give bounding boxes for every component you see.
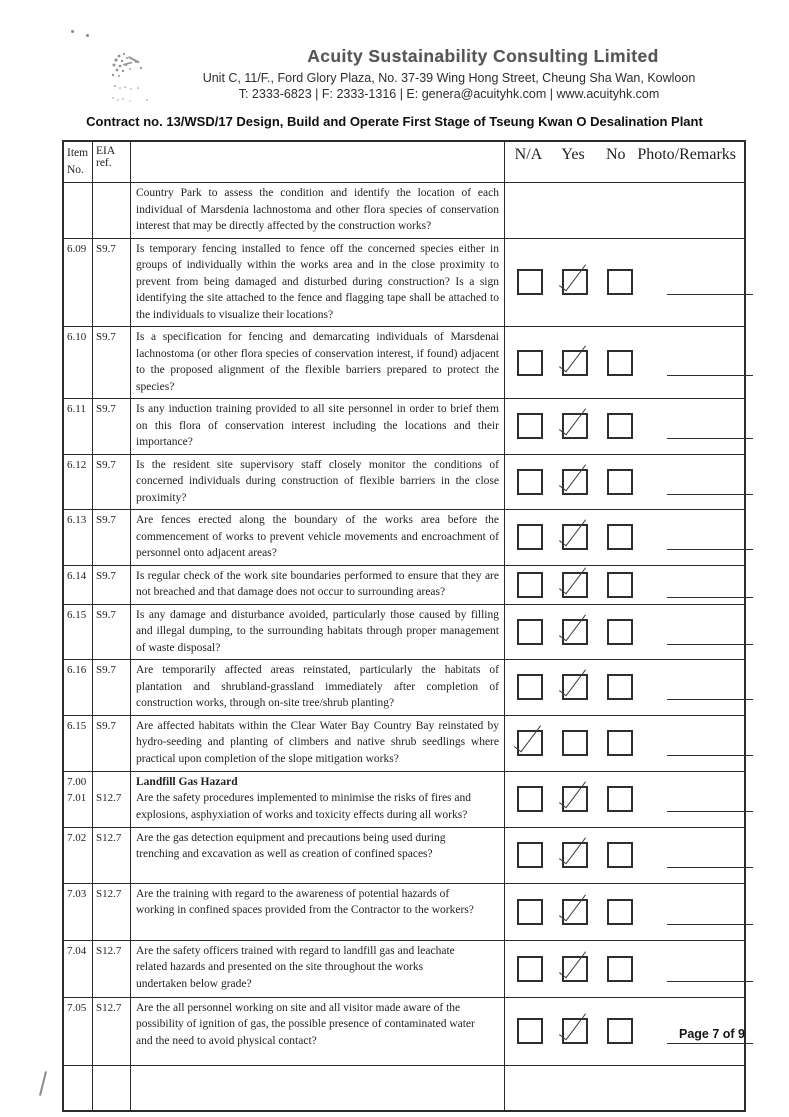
yes-checkbox [562, 619, 588, 645]
eia-ref-cell: S9.7 [93, 327, 131, 398]
checkbox-group [505, 619, 753, 645]
yes-checkbox [562, 413, 588, 439]
remarks-line [667, 375, 753, 376]
item-no-cell: 6.11 [64, 399, 93, 454]
question-text: Is any damage and disturbance avoided, particularly those caused by filling and illegal dumping, to the surrounding habitats through proper management of waste disposal? [136, 608, 499, 654]
no-checkbox [607, 899, 633, 925]
no-checkbox [607, 269, 633, 295]
question-cell [131, 605, 505, 660]
remarks-line [667, 438, 753, 439]
item-no-cell: 6.14 [64, 566, 93, 604]
item-no-cell: 7.03 [64, 884, 93, 940]
question-cell [131, 183, 505, 238]
remarks-line [667, 867, 753, 868]
eia-ref-cell: S12.7 [93, 998, 131, 1065]
checkbox-group [505, 786, 753, 812]
company-name: Acuity Sustainability Consulting Limited [307, 46, 659, 66]
question-cell [131, 660, 505, 715]
item-no-cell [64, 183, 93, 238]
item-no-cell: 6.16 [64, 660, 93, 715]
question-cell [131, 566, 505, 604]
checkbox-group [505, 842, 753, 868]
question-cell [131, 510, 505, 565]
checkbox-group [505, 269, 753, 295]
item-no-cell: 6.12 [64, 455, 93, 510]
yes-checkbox [562, 674, 588, 700]
table-row [64, 182, 744, 238]
checkbox-group [505, 469, 753, 495]
yes-checkbox [562, 842, 588, 868]
item-no-cell: 6.13 [64, 510, 93, 565]
remarks-line [667, 644, 753, 645]
eia-ref-cell: S9.7 [93, 399, 131, 454]
yes-checkbox [562, 572, 588, 598]
na-checkbox [517, 413, 543, 439]
na-checkbox [517, 350, 543, 376]
no-checkbox [607, 842, 633, 868]
answer-column-headers [505, 142, 744, 182]
table-row-empty [64, 1065, 744, 1110]
table-row [64, 604, 744, 660]
question-cell [131, 239, 505, 327]
eia-ref-cell: S12.7 [93, 884, 131, 940]
remarks-line [667, 294, 753, 295]
yes-checkbox [562, 899, 588, 925]
question-cell [131, 998, 505, 1065]
na-column-header: N/A [514, 146, 543, 163]
remarks-line [667, 811, 753, 812]
table-row [64, 238, 744, 327]
question-text: Are temporarily affected areas reinstated, particularly the habitats of plantation and shrubland-grassland immediately after completion of construction works, through on-site tree/shrub planting? [136, 664, 499, 709]
no-checkbox [607, 1018, 633, 1044]
eia-ref-cell [93, 183, 131, 238]
letterhead [118, 46, 780, 101]
question-text: Is regular check of the work site boundaries performed to ensure that they are not breached and that damage does not occur to surrounding areas? [136, 569, 499, 598]
answer-cell [505, 327, 744, 398]
item-no-cell [64, 1066, 93, 1110]
item-no-cell: 7.00 7.01 [64, 772, 93, 827]
checkbox-group [505, 730, 753, 756]
answer-cell [505, 828, 744, 883]
question-text: Is a specification for fencing and demarcating individuals of Marsdenai lachnostoma (or other flora species of conservation interest, if found) adjacent to the proposed alignment of the flexible barriers prepared to protect the species? [136, 331, 499, 393]
na-checkbox [517, 619, 543, 645]
table-row [64, 659, 744, 715]
no-checkbox [607, 350, 633, 376]
table-row [64, 715, 744, 771]
table-row [64, 454, 744, 510]
na-checkbox [517, 572, 543, 598]
question-text: Are the gas detection equipment and precautions being used during trenching and excavation as well as creation of confined spaces? [136, 831, 446, 860]
question-cell [131, 327, 505, 398]
remarks-line [667, 981, 753, 982]
table-row [64, 771, 744, 827]
yes-checkbox [562, 469, 588, 495]
yes-checkbox [562, 956, 588, 982]
table-row [64, 827, 744, 883]
question-text: Country Park to assess the condition and identify the location of each individual of Marsdenia lachnostoma and other flora species of conservation interest that may be directly affected by the construction works? [136, 187, 499, 232]
eia-ref-cell: S12.7 [93, 941, 131, 997]
table-row [64, 326, 744, 398]
item-no-cell: 7.02 [64, 828, 93, 883]
eia-ref-cell: S12.7 [93, 828, 131, 883]
eia-ref-cell: S9.7 [93, 566, 131, 604]
answer-cell [505, 239, 744, 327]
answer-cell [505, 716, 744, 771]
checkbox-group [505, 956, 753, 982]
no-checkbox [607, 413, 633, 439]
item-no-cell: 6.15 [64, 716, 93, 771]
section-heading: Landfill Gas Hazard [136, 775, 238, 788]
no-checkbox [607, 674, 633, 700]
question-text: Are the training with regard to the awareness of potential hazards of working in confined spaces provided from the Contractor to the workers? [136, 887, 474, 916]
remarks-line [667, 494, 753, 495]
eia-ref-cell [93, 1066, 131, 1110]
question-text: Is the resident site supervisory staff closely monitor the conditions of concerned individuals during construction of flexible barriers in the close proximity? [136, 458, 499, 504]
scan-speck-artifact [86, 34, 89, 37]
checkbox-group [505, 899, 753, 925]
remarks-line [667, 755, 753, 756]
eia-ref-cell: S9.7 [93, 660, 131, 715]
no-column-header: No [605, 146, 626, 163]
table-row [64, 997, 744, 1065]
na-checkbox [517, 842, 543, 868]
table-row [64, 565, 744, 604]
company-contact-line: T: 2333-6823 | F: 2333-1316 | E: genera@acuityhk.com | www.acuityhk.com [238, 87, 660, 101]
yes-checkbox [562, 524, 588, 550]
scan-speck-artifact [71, 30, 74, 33]
answer-cell [505, 455, 744, 510]
remarks-line [667, 597, 753, 598]
answer-cell [505, 772, 744, 827]
question-cell [131, 1066, 505, 1110]
question-cell [131, 884, 505, 940]
item-no-cell: 6.10 [64, 327, 93, 398]
na-checkbox [517, 899, 543, 925]
eia-ref-cell: S9.7 [93, 510, 131, 565]
scan-slash-artifact [39, 1071, 47, 1096]
question-cell [131, 941, 505, 997]
na-checkbox [517, 469, 543, 495]
no-checkbox [607, 619, 633, 645]
no-checkbox [607, 469, 633, 495]
remarks-line [667, 699, 753, 700]
question-text: Is any induction training provided to all site personnel in order to brief them on this flora of conservation interest including the locations and their importance? [136, 403, 499, 448]
question-cell [131, 828, 505, 883]
question-column-header [131, 142, 505, 182]
answer-cell [505, 884, 744, 940]
na-checkbox [517, 269, 543, 295]
checkbox-group [505, 350, 753, 376]
eia-ref-cell: S12.7 [93, 772, 131, 827]
remarks-line [667, 1043, 753, 1044]
no-checkbox [607, 786, 633, 812]
question-cell [131, 399, 505, 454]
eia-ref-cell: S9.7 [93, 455, 131, 510]
table-header-row [64, 142, 744, 182]
question-text: Is temporary fencing installed to fence off the concerned species either in groups of individually within the works area and in the close proximity to prevent from being damaged and disturbed during construction? Is a sign identifying the site attached to the fence and flagging tape shall be attached to the individuals to visualize their locations? [136, 242, 499, 321]
no-checkbox [607, 730, 633, 756]
na-checkbox [517, 1018, 543, 1044]
no-checkbox [607, 524, 633, 550]
question-text: Are the safety procedures implemented to minimise the risks of fires and explosions, asphyxiation of works and toxicity effects during all works? [136, 792, 471, 821]
eia-ref-cell: S9.7 [93, 716, 131, 771]
checkbox-group [505, 572, 753, 598]
remarks-line [667, 924, 753, 925]
item-no-cell: 6.15 [64, 605, 93, 660]
question-cell [131, 772, 505, 827]
na-checkbox [517, 730, 543, 756]
no-checkbox [607, 572, 633, 598]
yes-checkbox [562, 1018, 588, 1044]
answer-cell [505, 566, 744, 604]
yes-checkbox [562, 269, 588, 295]
item-no-column-header: Item No. [64, 142, 93, 182]
question-text: Are the safety officers trained with regard to landfill gas and leachate related hazards and presented on the site throughout the works undertaken below grade? [136, 944, 455, 990]
yes-checkbox [562, 350, 588, 376]
inspection-checklist-table [62, 140, 746, 1112]
table-row [64, 940, 744, 997]
answer-cell [505, 660, 744, 715]
checkbox-group [505, 524, 753, 550]
na-checkbox [517, 674, 543, 700]
na-checkbox [517, 524, 543, 550]
checkbox-group [505, 674, 753, 700]
question-cell [131, 716, 505, 771]
question-cell [131, 455, 505, 510]
table-row [64, 883, 744, 940]
no-checkbox [607, 956, 633, 982]
yes-checkbox [562, 786, 588, 812]
yes-checkbox [562, 730, 588, 756]
table-row [64, 509, 744, 565]
item-no-cell: 6.09 [64, 239, 93, 327]
answer-cell [505, 941, 744, 997]
contract-title: Contract no. 13/WSD/17 Design, Build and Operate First Stage of Tseung Kwan O Desalination Plant [86, 114, 703, 129]
page-number: Page 7 of 9 [679, 1027, 745, 1041]
na-checkbox [517, 956, 543, 982]
answer-cell [505, 183, 744, 238]
answer-cell [505, 1066, 744, 1110]
answer-cell [505, 510, 744, 565]
question-text: Are affected habitats within the Clear Water Bay Country Bay reinstated by hydro-seeding and planting of climbers and native shrub seedlings where practical upon completion of the slope mitigation works? [136, 719, 499, 765]
answer-cell [505, 605, 744, 660]
na-checkbox [517, 786, 543, 812]
question-text: Are fences erected along the boundary of the works area before the commencement of works to prevent vehicle movements and encroachment of personnel onto adjacent areas? [136, 514, 499, 559]
company-address: Unit C, 11/F., Ford Glory Plaza, No. 37-39 Wing Hong Street, Cheung Sha Wan, Kowloon [202, 71, 696, 85]
item-no-cell: 7.05 [64, 998, 93, 1065]
eia-ref-cell: S9.7 [93, 605, 131, 660]
remarks-line [667, 549, 753, 550]
yes-column-header: Yes [561, 146, 585, 163]
question-text: Are the all personnel working on site and all visitor made aware of the possibility of ignition of gas, the possible presence of contaminated water and the need to avoid physical contact? [136, 1001, 475, 1047]
item-no-cell: 7.04 [64, 941, 93, 997]
eia-ref-column-header: EIA ref. [93, 142, 131, 182]
answer-cell [505, 399, 744, 454]
photo-remarks-column-header: Photo/Remarks [637, 146, 736, 163]
table-row [64, 398, 744, 454]
eia-ref-cell: S9.7 [93, 239, 131, 327]
checkbox-group [505, 413, 753, 439]
